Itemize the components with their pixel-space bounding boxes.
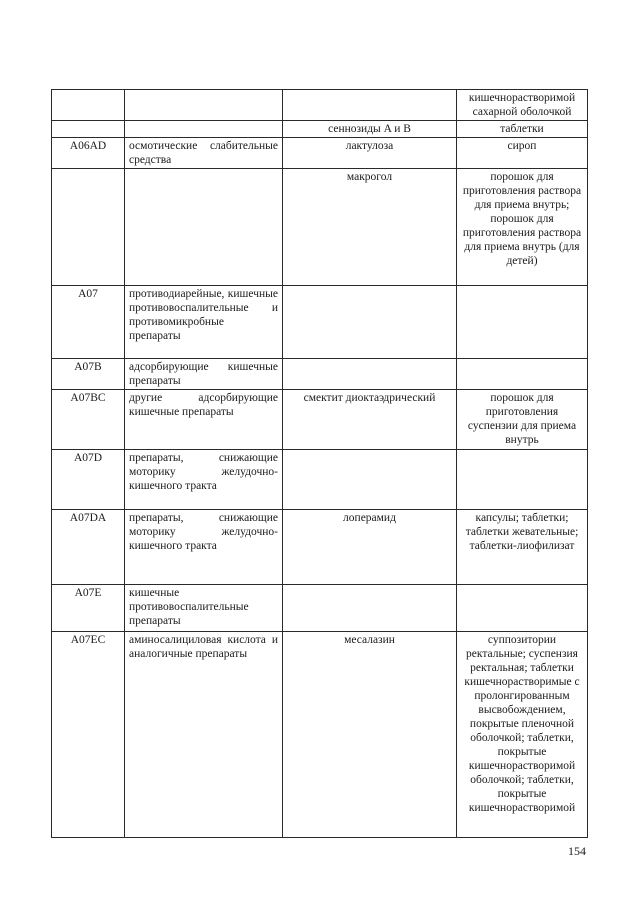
drug-classification-table [51, 89, 588, 838]
group-description-cell: другие адсорбирующие кишечные препараты [125, 390, 283, 450]
drug-name-cell [283, 450, 457, 510]
table-row [52, 121, 588, 138]
atc-code-cell: A07BC [52, 390, 125, 450]
dosage-form-cell [457, 359, 588, 390]
dosage-form-cell [457, 286, 588, 359]
atc-code-cell: A07E [52, 585, 125, 632]
table-row [52, 90, 588, 121]
atc-code-cell: A07B [52, 359, 125, 390]
atc-code-cell: A07EC [52, 632, 125, 838]
group-description-cell [125, 121, 283, 138]
table-row [52, 169, 588, 286]
group-description-cell [125, 169, 283, 286]
group-description-cell: адсорбирующие кишечные препараты [125, 359, 283, 390]
group-description-cell: противодиарейные, кишечные противовоспалительные и противомикробные препараты [125, 286, 283, 359]
table-row [52, 286, 588, 359]
table-row [52, 585, 588, 632]
drug-name-cell: макрогол [283, 169, 457, 286]
group-description-cell: препараты, снижающие моторику желудочно-кишечного тракта [125, 450, 283, 510]
drug-name-cell [283, 585, 457, 632]
drug-name-cell: сеннозиды A и B [283, 121, 457, 138]
atc-code-cell: A06AD [52, 138, 125, 169]
drug-name-cell: лактулоза [283, 138, 457, 169]
atc-code-cell [52, 169, 125, 286]
dosage-form-cell: сироп [457, 138, 588, 169]
drug-name-cell: смектит диоктаэдрический [283, 390, 457, 450]
group-description-cell: препараты, снижающие моторику желудочно-кишечного тракта [125, 510, 283, 585]
atc-code-cell [52, 121, 125, 138]
group-description-cell: кишечные противовоспалительные препараты [125, 585, 283, 632]
drug-name-cell [283, 359, 457, 390]
atc-code-cell: A07DA [52, 510, 125, 585]
drug-name-cell: лоперамид [283, 510, 457, 585]
table-row [52, 390, 588, 450]
table-row [52, 632, 588, 838]
table-row [52, 510, 588, 585]
dosage-form-cell [457, 450, 588, 510]
dosage-form-cell: таблетки [457, 121, 588, 138]
atc-code-cell: A07 [52, 286, 125, 359]
table-row [52, 138, 588, 169]
dosage-form-cell: порошок для приготовления суспензии для приема внутрь [457, 390, 588, 450]
group-description-cell: аминосалициловая кислота и аналогичные препараты [125, 632, 283, 838]
atc-code-cell [52, 90, 125, 121]
page-number: 154 [568, 844, 586, 858]
drug-name-cell [283, 90, 457, 121]
table-row [52, 450, 588, 510]
atc-code-cell: A07D [52, 450, 125, 510]
dosage-form-cell: капсулы; таблетки; таблетки жевательные; таблетки-лиофилизат [457, 510, 588, 585]
dosage-form-cell: порошок для приготовления раствора для приема внутрь; порошок для приготовления раствора для приема внутрь (для детей) [457, 169, 588, 286]
group-description-cell: осмотические слабительные средства [125, 138, 283, 169]
dosage-form-cell [457, 585, 588, 632]
drug-name-cell [283, 286, 457, 359]
drug-name-cell: месалазин [283, 632, 457, 838]
group-description-cell [125, 90, 283, 121]
dosage-form-cell: кишечнорастворимой сахарной оболочкой [457, 90, 588, 121]
table-row [52, 359, 588, 390]
dosage-form-cell: суппозитории ректальные; суспензия ректальная; таблетки кишечнорастворимые с пролонгированным высвобождением, покрытые пленочной оболочкой; таблетки, покрытые кишечнорастворимой оболочкой; таблетки, покрытые кишечнорастворимой [457, 632, 588, 838]
